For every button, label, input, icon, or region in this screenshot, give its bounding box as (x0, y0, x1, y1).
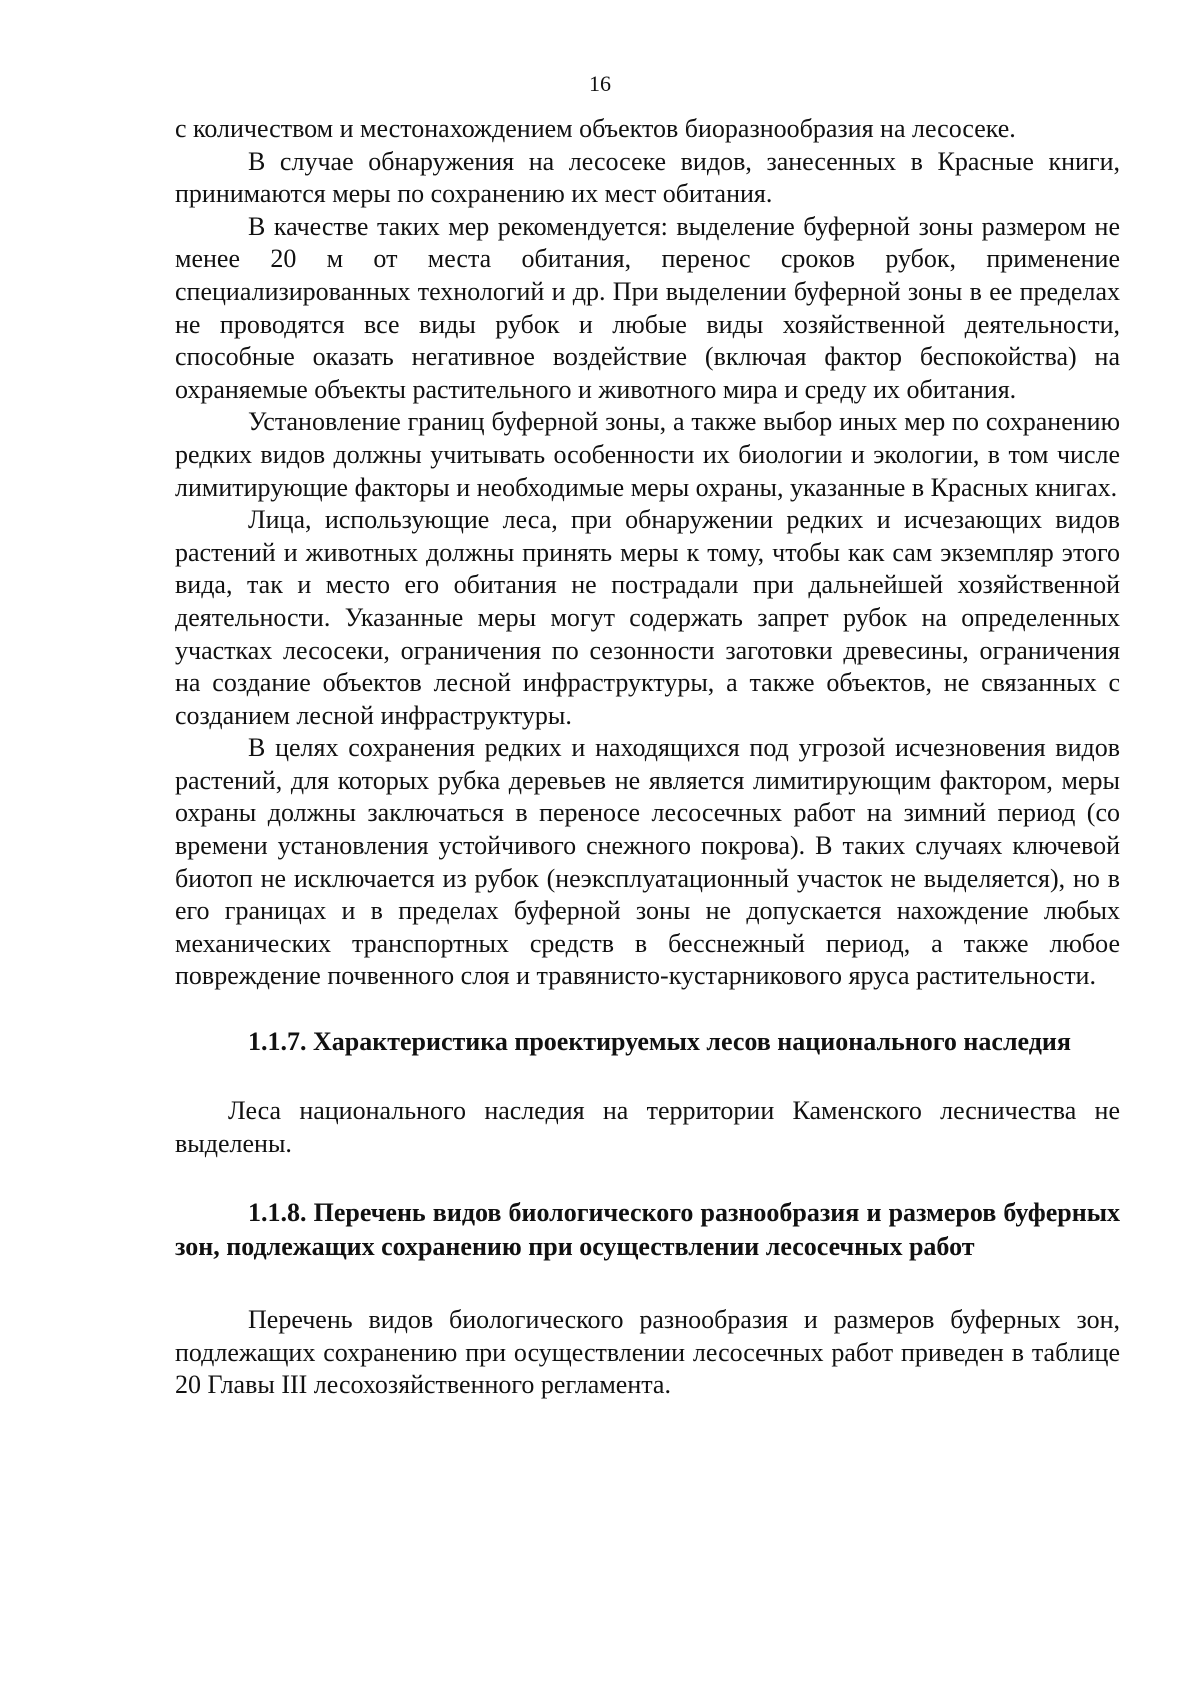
paragraph-red-book: В случае обнаружения на лесосеке видов, занесенных в Красные книги, принимаются меры по сохранению их мест обитания. (175, 146, 1120, 209)
paragraph-continuation: с количеством и местонахождением объектов биоразнообразия на лесосеке. (175, 114, 1016, 143)
paragraph-forest-users: Лица, использующие леса, при обнаружении редких и исчезающих видов растений и животных должны принять меры к тому, чтобы как сам экземпляр этого вида, так и место его обитания не пострадали при дальнейшей хозяйственной деятельности. Указанные меры могут содержать запрет рубок на определенных участках лесосеки, ограничения по сезонности заготовки древесины, ограничения на создание объектов лесной инфраструктуры, а также объектов, не связанных с созданием лесной инфраструктуры. (175, 505, 1120, 730)
section-heading-1-1-7: 1.1.7. Характеристика проектируемых лесов национального наследия (248, 1027, 1071, 1057)
paragraph-buffer-zone-boundaries: Установление границ буферной зоны, а также выбор иных мер по сохранению редких видов должны учитывать особенности их биологии и экологии, в том числе лимитирующие факторы и необходимые меры охраны, указанные в Красных книгах. (175, 407, 1120, 502)
section-text-1-1-8: Перечень видов биологического разнообразия и размеров буферных зон, подлежащих сохранению при осуществлении лесосечных работ приведен в таблице 20 Главы III лесохозяйственного регламента. (175, 1305, 1120, 1400)
paragraph-buffer-zone-measures: В качестве таких мер рекомендуется: выделение буферной зоны размером не менее 20 м от места обитания, перенос сроков рубок, применение специализированных технологий и др. При выделении буферной зоны в ее пределах не проводятся все виды рубок и любые виды хозяйственной деятельности, способные оказать негативное воздействие (включая фактор беспокойства) на охраняемые объекты растительного и животного мира и среду их обитания. (175, 211, 1120, 404)
section-heading-1-1-8: 1.1.8. Перечень видов биологического разнообразия и размеров буферных зон, подлежащих сохранению при осуществлении лесосечных работ (175, 1198, 1120, 1262)
spacer (175, 1160, 1120, 1196)
section-text-1-1-7: Леса национального наследия на территории Каменского лесничества не выделены. (175, 1096, 1120, 1158)
spacer (175, 993, 1120, 1025)
page-number: 16 (589, 71, 611, 96)
paragraph-winter-logging: В целях сохранения редких и находящихся под угрозой исчезновения видов растений, для которых рубка деревьев не является лимитирующим фактором, меры охраны должны заключаться в переносе лесосечных работ на зимний период (со времени установления устойчивого снежного покрова). В таких случаях ключевой биотоп не исключается из рубок (неэксплуатационный участок не выделяется), но в его границах и в пределах буферной зоны не допускается нахождение любых механических транспортных средств в бесснежный период, а также любое повреждение почвенного слоя и травянисто-кустарникового яруса растительности. (175, 733, 1120, 991)
spacer (175, 1264, 1120, 1304)
document-body (175, 113, 1120, 1402)
spacer (175, 1059, 1120, 1095)
